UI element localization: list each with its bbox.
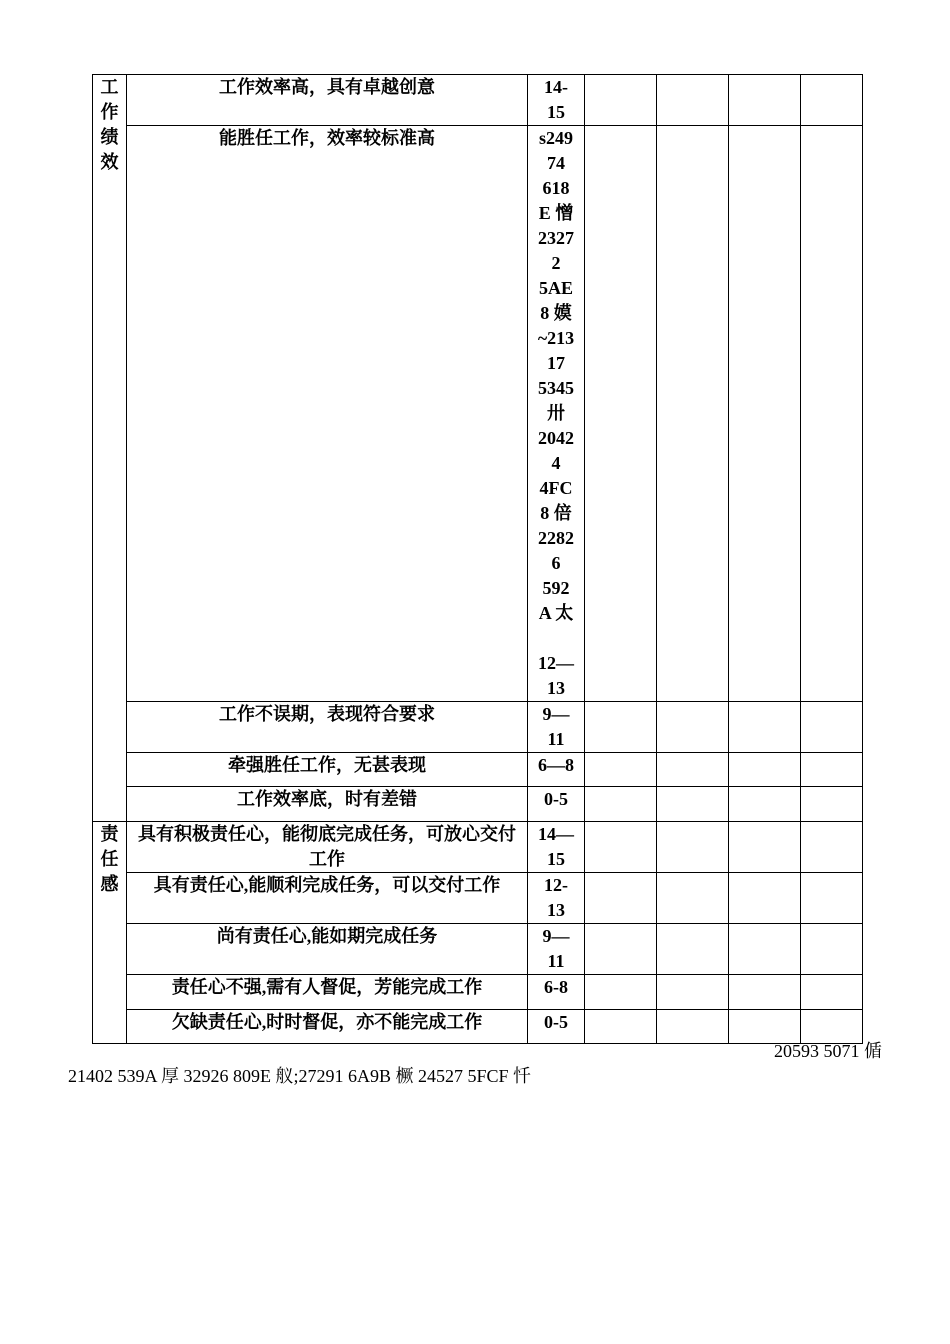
table-row xyxy=(93,975,863,1010)
criteria-description: 尚有责任心,能如期完成任务 xyxy=(127,924,528,975)
rating-cell[interactable] xyxy=(729,822,801,873)
rating-cell[interactable] xyxy=(801,975,863,1010)
rating-cell[interactable] xyxy=(657,787,729,822)
rating-cell[interactable] xyxy=(585,702,657,753)
rating-cell[interactable] xyxy=(801,924,863,975)
table-row xyxy=(93,822,863,873)
rating-cell[interactable] xyxy=(657,1010,729,1044)
score-range: s249 74 618 E 憎 2327 2 5AE 8 嫫 ~213 17 5345 卅 2042 4 4FC 8 倍 2282 6 592 A 太 12— 13 xyxy=(528,126,585,702)
rating-cell[interactable] xyxy=(801,873,863,924)
rating-cell[interactable] xyxy=(585,75,657,126)
table-row xyxy=(93,702,863,753)
rating-cell[interactable] xyxy=(657,924,729,975)
rating-cell[interactable] xyxy=(657,873,729,924)
criteria-description: 欠缺责任心,时时督促，亦不能完成工作 xyxy=(127,1010,528,1044)
rating-cell[interactable] xyxy=(585,924,657,975)
rating-cell[interactable] xyxy=(729,975,801,1010)
table-row xyxy=(93,75,863,126)
score-range: 12- 13 xyxy=(528,873,585,924)
evaluation-table xyxy=(92,74,863,1044)
category-label: 责任感 xyxy=(100,824,119,894)
score-range: 14— 15 xyxy=(528,822,585,873)
rating-cell[interactable] xyxy=(801,822,863,873)
criteria-description: 工作效率底，时有差错 xyxy=(127,787,528,822)
criteria-description: 具有积极责任心，能彻底完成任务，可放心交付工作 xyxy=(127,822,528,873)
rating-cell[interactable] xyxy=(657,822,729,873)
category-cell xyxy=(93,822,127,1044)
table-row xyxy=(93,924,863,975)
rating-cell[interactable] xyxy=(729,753,801,787)
category-cell xyxy=(93,75,127,822)
score-range: 9— 11 xyxy=(528,924,585,975)
rating-cell[interactable] xyxy=(657,975,729,1010)
criteria-description: 牵强胜任工作，无甚表现 xyxy=(127,753,528,787)
criteria-description: 工作不误期，表现符合要求 xyxy=(127,702,528,753)
footer-text-line-1: 20593 5071 偱 xyxy=(774,1041,882,1061)
rating-cell[interactable] xyxy=(657,75,729,126)
table-row xyxy=(93,126,863,702)
score-range: 6—8 xyxy=(528,753,585,787)
score-range: 14- 15 xyxy=(528,75,585,126)
rating-cell[interactable] xyxy=(729,787,801,822)
rating-cell[interactable] xyxy=(729,126,801,702)
footer-text-line-2: 21402 539A 厚 32926 809E 舣;27291 6A9B 橛 24527 5FCF 忏 xyxy=(68,1066,532,1086)
table-row xyxy=(93,873,863,924)
rating-cell[interactable] xyxy=(657,126,729,702)
rating-cell[interactable] xyxy=(585,873,657,924)
score-range: 9— 11 xyxy=(528,702,585,753)
score-range: 0-5 xyxy=(528,787,585,822)
criteria-description: 具有责任心,能顺利完成任务，可以交付工作 xyxy=(127,873,528,924)
table-row xyxy=(93,1010,863,1044)
rating-cell[interactable] xyxy=(729,873,801,924)
rating-cell[interactable] xyxy=(585,126,657,702)
criteria-description: 责任心不强,需有人督促，芳能完成工作 xyxy=(127,975,528,1010)
rating-cell[interactable] xyxy=(585,753,657,787)
rating-cell[interactable] xyxy=(801,126,863,702)
rating-cell[interactable] xyxy=(585,1010,657,1044)
rating-cell[interactable] xyxy=(729,702,801,753)
rating-cell[interactable] xyxy=(801,753,863,787)
rating-cell[interactable] xyxy=(585,822,657,873)
rating-cell[interactable] xyxy=(801,75,863,126)
rating-cell[interactable] xyxy=(801,702,863,753)
table-row xyxy=(93,787,863,822)
score-range: 0-5 xyxy=(528,1010,585,1044)
criteria-description: 能胜任工作，效率较标准高 xyxy=(127,126,528,702)
score-range: 6-8 xyxy=(528,975,585,1010)
rating-cell[interactable] xyxy=(729,75,801,126)
category-label: 工作绩效 xyxy=(100,77,119,172)
rating-cell[interactable] xyxy=(801,787,863,822)
table-row xyxy=(93,753,863,787)
rating-cell[interactable] xyxy=(585,975,657,1010)
rating-cell[interactable] xyxy=(585,787,657,822)
rating-cell[interactable] xyxy=(657,702,729,753)
rating-cell[interactable] xyxy=(729,924,801,975)
criteria-description: 工作效率高，具有卓越创意 xyxy=(127,75,528,126)
rating-cell[interactable] xyxy=(657,753,729,787)
